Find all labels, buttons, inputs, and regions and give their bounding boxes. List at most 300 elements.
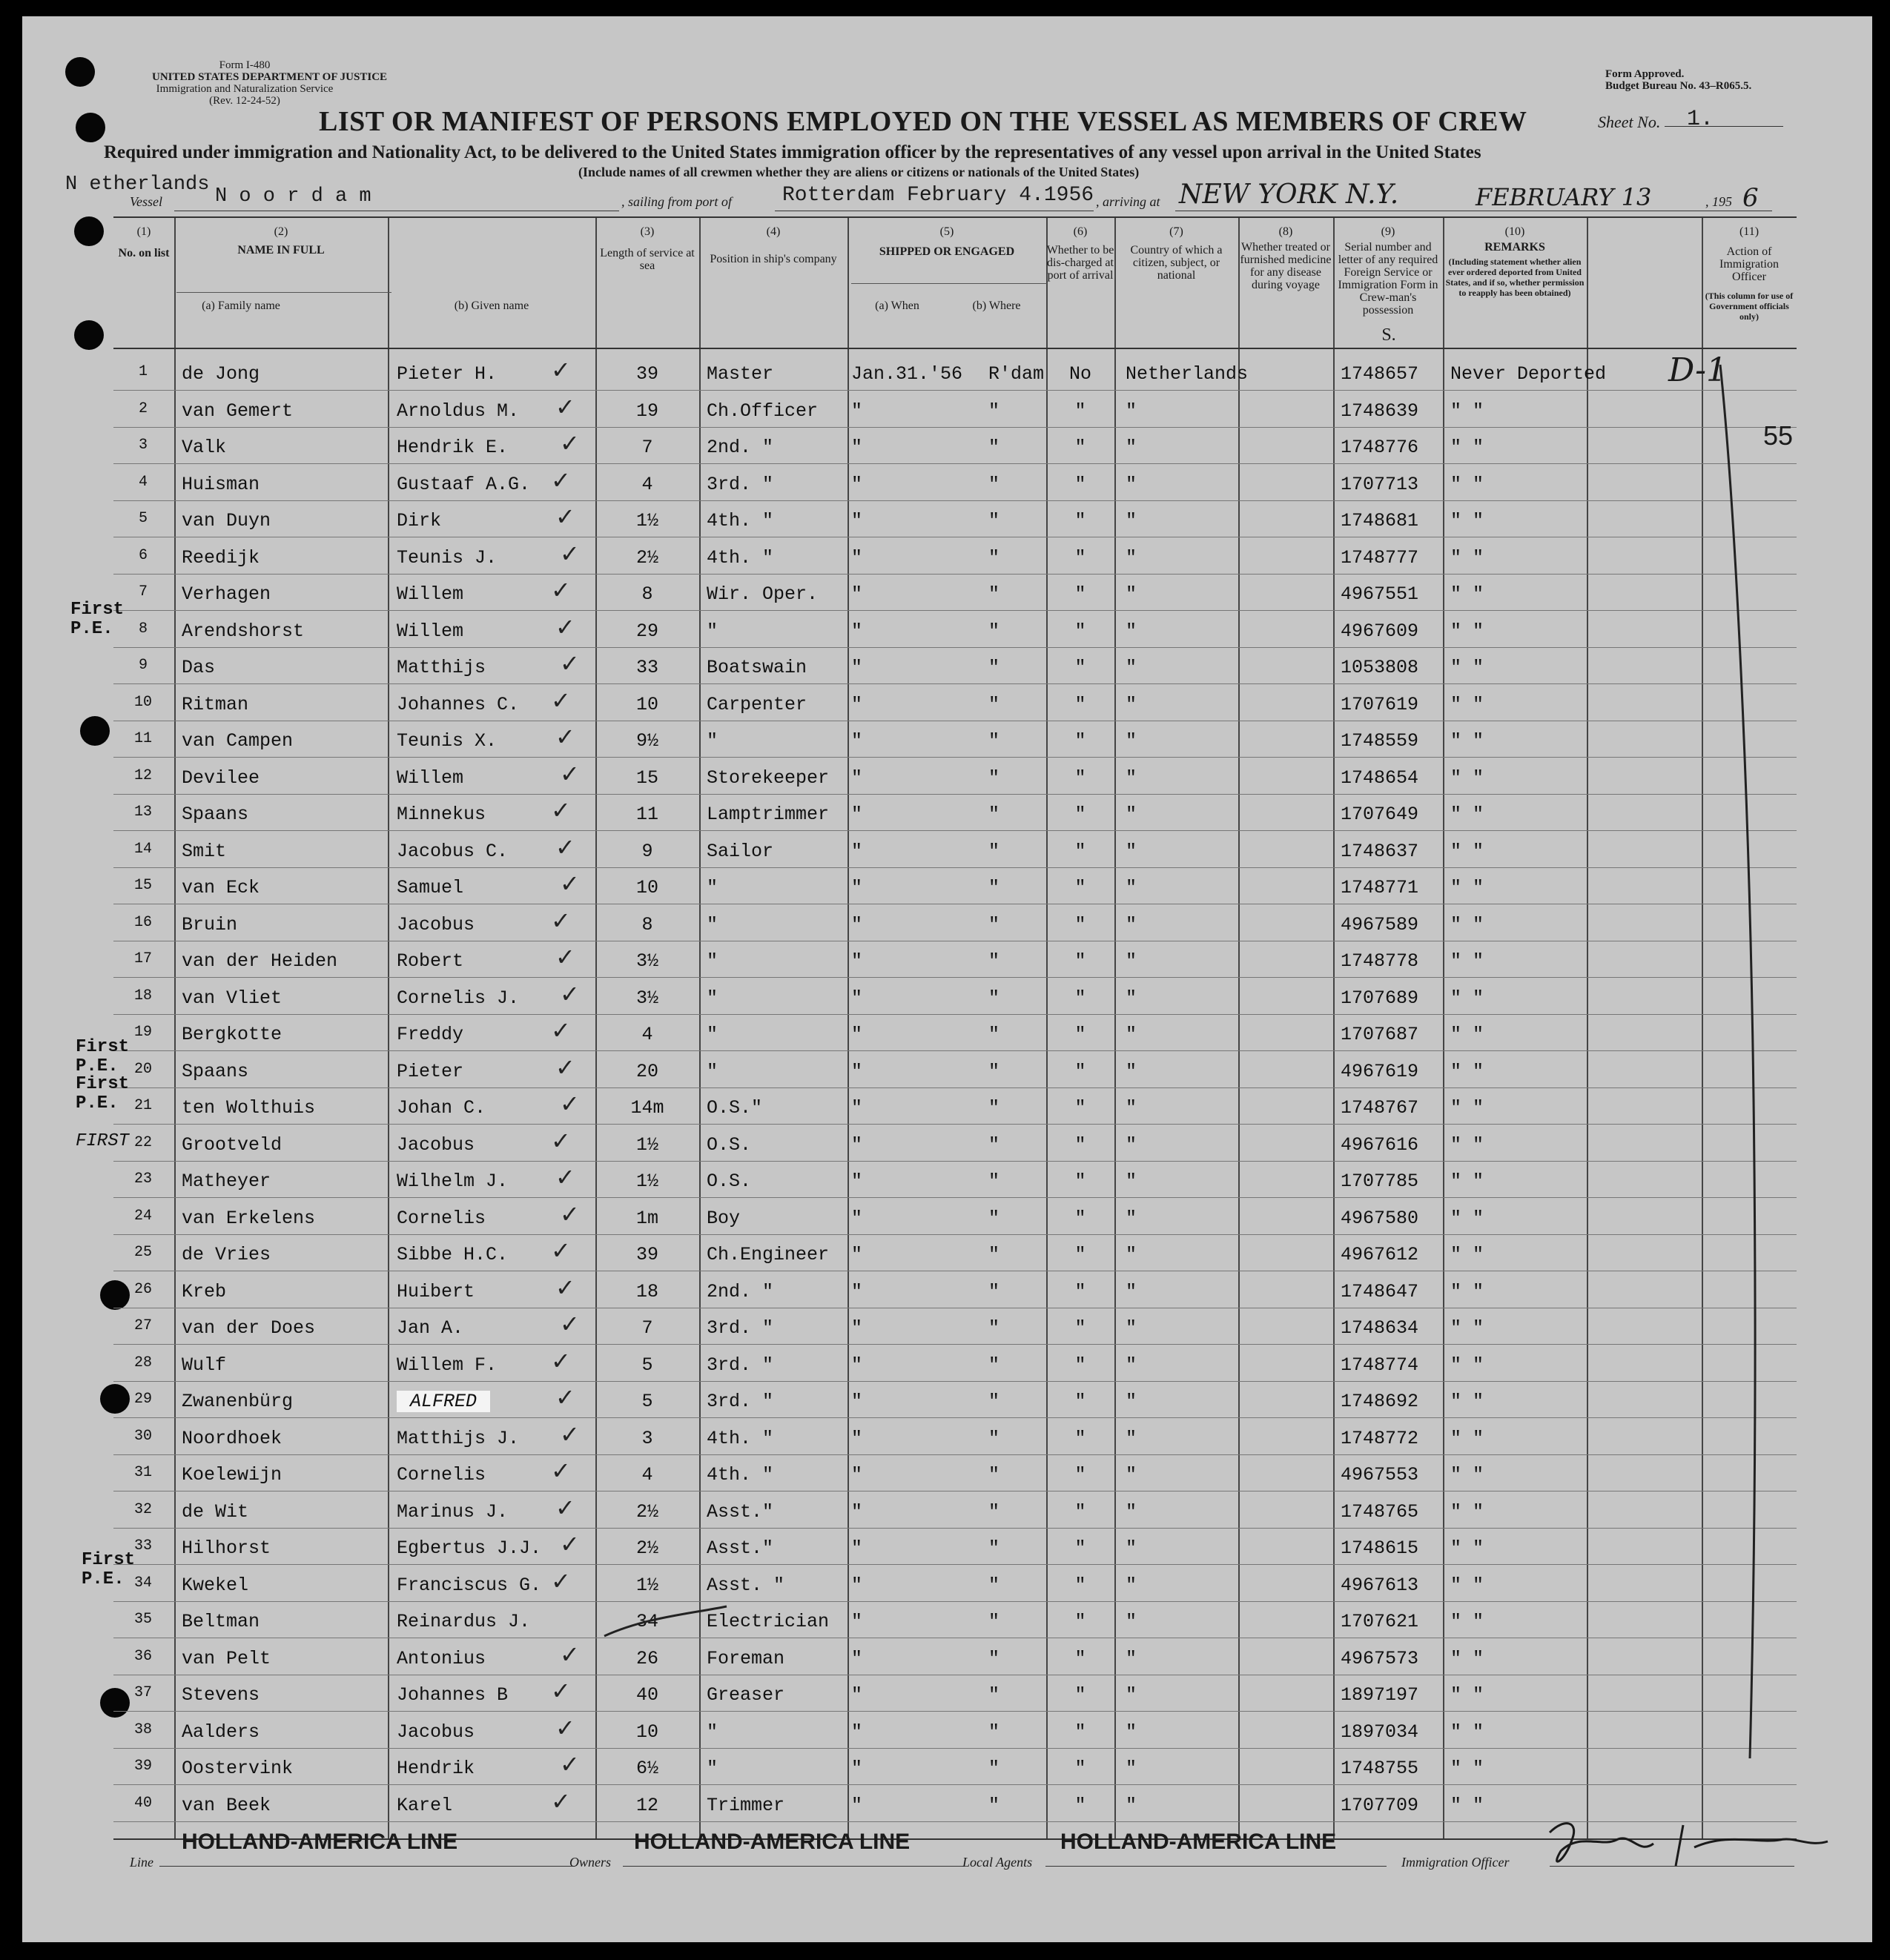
position: O.S.	[707, 1133, 752, 1156]
serial-number: 4967613	[1341, 1574, 1419, 1596]
shipped-when: "	[851, 620, 863, 642]
shipped-when: "	[851, 583, 863, 605]
officer-label: Immigration Officer	[1401, 1855, 1510, 1870]
family-name: Huisman	[182, 473, 260, 495]
position: 3rd. "	[707, 1317, 774, 1339]
discharged: "	[1074, 950, 1086, 972]
position: "	[707, 1060, 718, 1082]
shipped-when: Jan.31.'56	[851, 363, 963, 385]
family-name: de Jong	[182, 363, 260, 385]
family-name: Bruin	[182, 913, 238, 936]
remarks: " "	[1450, 510, 1484, 532]
service-length: 34	[635, 1611, 658, 1632]
service-length: 29	[635, 620, 658, 642]
remarks: " "	[1450, 877, 1484, 898]
position: 4th. "	[707, 510, 774, 532]
country: "	[1126, 510, 1137, 532]
service-length: 15	[635, 767, 658, 789]
check-mark-icon: ✓	[555, 392, 575, 421]
given-name: Willem	[397, 767, 464, 789]
given-name: Pieter	[397, 1060, 464, 1082]
strike-mark	[601, 1603, 734, 1647]
row-number: 33	[133, 1537, 152, 1555]
service-length: 2½	[635, 546, 658, 569]
discharged: "	[1074, 1171, 1086, 1192]
position: 3rd. "	[707, 1354, 774, 1376]
position: "	[707, 620, 718, 642]
family-name: ten Wolthuis	[182, 1097, 316, 1119]
service-length: 6½	[635, 1758, 658, 1779]
shipped-when: "	[851, 1391, 863, 1412]
serial-number: 1748765	[1341, 1500, 1419, 1523]
shipped-when: "	[851, 1171, 863, 1192]
position: Wir. Oper.	[707, 583, 819, 605]
discharged: "	[1074, 400, 1086, 422]
shipped-where: "	[988, 1794, 1000, 1816]
serial-number: 1707619	[1341, 693, 1419, 715]
given-name: Johannes C.	[397, 693, 520, 715]
row-number: 14	[133, 840, 152, 858]
position: 2nd. "	[707, 1280, 774, 1302]
discharged: "	[1074, 1024, 1086, 1045]
remarks: " "	[1450, 473, 1484, 495]
serial-number: 1748639	[1341, 400, 1419, 422]
service-length: 26	[635, 1647, 658, 1669]
position: 3rd. "	[707, 1391, 774, 1412]
remarks: " "	[1450, 1317, 1484, 1339]
discharged: "	[1074, 546, 1086, 569]
remarks: " "	[1450, 1647, 1484, 1669]
remarks: " "	[1450, 1391, 1484, 1412]
row-number: 17	[133, 950, 152, 967]
officer-signature	[1535, 1810, 1831, 1877]
shipped-when: "	[851, 1244, 863, 1265]
country: "	[1126, 1611, 1137, 1632]
discharged: "	[1074, 1464, 1086, 1486]
header-discharged: (6) Whether to be dis-charged at port of arrival	[1046, 225, 1114, 282]
check-mark-icon: ✓	[560, 1750, 580, 1778]
serial-number: 1748771	[1341, 877, 1419, 898]
serial-number: 1707713	[1341, 473, 1419, 495]
position: 4th. "	[707, 1464, 774, 1486]
remarks: " "	[1450, 1060, 1484, 1082]
check-mark-icon: ✓	[551, 1566, 571, 1595]
shipped-where: "	[988, 1574, 1000, 1596]
given-name: Samuel	[397, 877, 464, 898]
sailing-label: , sailing from port of	[621, 194, 732, 209]
shipped-where: "	[988, 620, 1000, 642]
country: "	[1126, 1171, 1137, 1192]
check-mark-icon: ✓	[555, 1163, 575, 1191]
shipped-where: "	[988, 510, 1000, 532]
serial-number: 1748681	[1341, 510, 1419, 532]
discharged: "	[1074, 913, 1086, 936]
shipped-where: "	[988, 877, 1000, 898]
shipped-where: R'dam	[988, 363, 1045, 385]
remarks: " "	[1450, 1500, 1484, 1523]
given-name: Robert	[397, 950, 464, 972]
shipped-where: "	[988, 1758, 1000, 1779]
shipped-where: "	[988, 1354, 1000, 1376]
family-name: Aalders	[182, 1721, 260, 1743]
remarks: " "	[1450, 1794, 1484, 1816]
discharged: "	[1074, 730, 1086, 752]
row-number: 34	[133, 1574, 152, 1592]
country: "	[1126, 767, 1137, 789]
header-remarks: (10) REMARKS (Including statement whether alien ever ordered deported from United States, and if so, whether permission to reapply has been obtained)	[1445, 225, 1585, 298]
given-name: Jan A.	[397, 1317, 464, 1339]
country: "	[1126, 950, 1137, 972]
discharged: "	[1074, 1060, 1086, 1082]
discharged: "	[1074, 1391, 1086, 1412]
given-name: Wilhelm J.	[397, 1171, 509, 1192]
shipped-where: "	[988, 1611, 1000, 1632]
service-length: 7	[641, 1317, 653, 1339]
service-length: 12	[635, 1794, 658, 1816]
row-number: 30	[133, 1427, 152, 1445]
remarks: " "	[1450, 730, 1484, 752]
remarks: " "	[1450, 1721, 1484, 1743]
header-action: (11) Action of Immigration Officer (This column for use of Government officials only)	[1705, 225, 1794, 322]
family-name: van Gemert	[182, 400, 294, 422]
remarks: " "	[1450, 1244, 1484, 1265]
check-mark-icon: ✓	[551, 1346, 571, 1375]
service-length: 9	[641, 840, 653, 862]
service-length: 20	[635, 1060, 658, 1082]
shipped-where: "	[988, 1464, 1000, 1486]
service-length: 18	[635, 1280, 658, 1302]
row-number: 36	[133, 1647, 152, 1665]
owners-label: Owners	[569, 1855, 612, 1870]
shipped-where: "	[988, 950, 1000, 972]
row-number: 9	[138, 657, 148, 674]
serial-number: 1707689	[1341, 987, 1419, 1009]
shipped-where: "	[988, 1024, 1000, 1045]
country: "	[1126, 1207, 1137, 1229]
shipped-when: "	[851, 510, 863, 532]
country: "	[1126, 1758, 1137, 1779]
row-number: 8	[138, 620, 148, 638]
arrival-date: FEBRUARY 13	[1476, 183, 1652, 211]
serial-number: 4967573	[1341, 1647, 1419, 1669]
check-mark-icon: ✓	[560, 870, 580, 898]
shipped-where: "	[988, 437, 1000, 458]
shipped-when: "	[851, 1721, 863, 1743]
header-where: (b) Where	[972, 299, 1021, 312]
given-name: Reinardus J.	[397, 1611, 531, 1632]
row-number: 1	[138, 363, 148, 380]
country: "	[1126, 1464, 1137, 1486]
country: "	[1126, 730, 1137, 752]
position: Ch.Officer	[707, 400, 819, 422]
punch-hole	[76, 113, 105, 142]
service-length: 19	[635, 400, 658, 422]
serial-number: 4967580	[1341, 1207, 1419, 1229]
given-name: Willem F.	[397, 1354, 498, 1376]
discharged: "	[1074, 1794, 1086, 1816]
row-number: 3	[138, 437, 148, 454]
country: "	[1126, 1280, 1137, 1302]
position: Ch.Engineer	[707, 1244, 830, 1265]
form-approved: Form Approved.	[1605, 68, 1685, 80]
check-mark-icon: ✓	[551, 686, 571, 715]
shipped-when: "	[851, 1684, 863, 1706]
remarks: " "	[1450, 1097, 1484, 1119]
position: Asst. "	[707, 1574, 785, 1596]
header-serial: (9) Serial number and letter of any required Foreign Service or Immigration Form in Crew-man's possession	[1338, 225, 1438, 317]
family-name: Hilhorst	[182, 1537, 271, 1559]
serial-number: 4967609	[1341, 620, 1419, 642]
discharged: "	[1074, 1207, 1086, 1229]
discharged: "	[1074, 1354, 1086, 1376]
shipped-when: "	[851, 1647, 863, 1669]
service-length: 1½	[635, 1133, 658, 1156]
check-mark-icon: ✓	[555, 503, 575, 531]
serial-number: 1748772	[1341, 1427, 1419, 1449]
line-label: Line	[130, 1855, 154, 1870]
discharged: "	[1074, 1500, 1086, 1523]
discharged: "	[1074, 437, 1086, 458]
punch-hole	[74, 216, 104, 246]
row-number: 40	[133, 1794, 152, 1812]
position: 4th. "	[707, 1427, 774, 1449]
form-number: Form I-480	[219, 59, 271, 71]
check-mark-icon: ✓	[560, 649, 580, 678]
discharged: "	[1074, 1317, 1086, 1339]
country: "	[1126, 583, 1137, 605]
family-name: Ritman	[182, 693, 249, 715]
given-name: Teunis X.	[397, 730, 498, 752]
shipped-when: "	[851, 1060, 863, 1082]
given-name: Willem	[397, 583, 464, 605]
service-length: 2½	[635, 1537, 658, 1559]
position: "	[707, 877, 718, 898]
discharged: "	[1074, 657, 1086, 678]
row-number: 7	[138, 583, 148, 600]
service-length: 4	[641, 1464, 653, 1486]
position: 2nd. "	[707, 437, 774, 458]
given-name: Jacobus	[397, 1721, 475, 1743]
shipped-where: "	[988, 693, 1000, 715]
check-mark-icon: ✓	[551, 576, 571, 604]
family-name: Koelewijn	[182, 1464, 282, 1486]
shipped-where: "	[988, 1280, 1000, 1302]
check-mark-icon: ✓	[555, 832, 575, 861]
service-length: 10	[635, 1721, 658, 1743]
department: UNITED STATES DEPARTMENT OF JUSTICE	[152, 71, 388, 83]
vessel-name: N o o r d a m	[215, 185, 371, 208]
row-number: 22	[133, 1133, 152, 1151]
country: "	[1126, 620, 1137, 642]
serial-number: 1707709	[1341, 1794, 1419, 1816]
country: "	[1126, 1244, 1137, 1265]
discharged: No	[1068, 363, 1091, 385]
shipped-where: "	[988, 583, 1000, 605]
service-length: 4	[641, 473, 653, 495]
shipped-when: "	[851, 546, 863, 569]
position: Asst."	[707, 1537, 774, 1559]
discharged: "	[1074, 877, 1086, 898]
service-length: 8	[641, 913, 653, 936]
family-name: Grootveld	[182, 1133, 282, 1156]
serial-number: 1707785	[1341, 1171, 1419, 1192]
shipped-when: "	[851, 1464, 863, 1486]
shipped-when: "	[851, 913, 863, 936]
service-length: 1½	[635, 1574, 658, 1596]
given-name: Teunis J.	[397, 546, 498, 569]
discharged: "	[1074, 1097, 1086, 1119]
check-mark-icon: ✓	[551, 1236, 571, 1265]
family-name: Spaans	[182, 1060, 249, 1082]
shipped-when: "	[851, 950, 863, 972]
position: Master	[707, 363, 774, 385]
service-length: 1½	[635, 1171, 658, 1192]
family-name: Kreb	[182, 1280, 227, 1302]
discharged: "	[1074, 620, 1086, 642]
check-mark-icon: ✓	[555, 1713, 575, 1742]
discharged: "	[1074, 1244, 1086, 1265]
position: Storekeeper	[707, 767, 830, 789]
country: "	[1126, 840, 1137, 862]
row-number: 6	[138, 546, 148, 564]
row-number: 39	[133, 1758, 152, 1775]
remarks: " "	[1450, 1758, 1484, 1779]
header-service: (3) Length of service at sea	[600, 225, 695, 272]
remarks: Never Deported	[1450, 363, 1607, 385]
side-note-21: First P.E.	[76, 1074, 130, 1113]
shipped-when: "	[851, 877, 863, 898]
given-name: Cornelis	[397, 1207, 486, 1229]
country: "	[1126, 437, 1137, 458]
given-name: Egbertus J.J.	[397, 1537, 542, 1559]
service-length: 40	[635, 1684, 658, 1706]
check-mark-icon: ✓	[551, 356, 571, 384]
given-name: Franciscus G.	[397, 1574, 542, 1596]
check-mark-icon: ✓	[555, 1053, 575, 1082]
serial-number: 1748637	[1341, 840, 1419, 862]
family-name: Arendshorst	[182, 620, 305, 642]
position: Boy	[707, 1207, 741, 1229]
punch-hole	[74, 320, 104, 350]
service-length: 8	[641, 583, 653, 605]
remarks: " "	[1450, 583, 1484, 605]
header-position: (4) Position in ship's company	[710, 225, 837, 265]
serial-number: 1053808	[1341, 657, 1419, 678]
family-name: Verhagen	[182, 583, 271, 605]
remarks: " "	[1450, 767, 1484, 789]
serial-number: 1748755	[1341, 1758, 1419, 1779]
shipped-when: "	[851, 473, 863, 495]
serial-number: 4967616	[1341, 1133, 1419, 1156]
shipped-when: "	[851, 1500, 863, 1523]
check-mark-icon: ✓	[560, 979, 580, 1008]
header-serial-extra: S.	[1381, 325, 1396, 345]
country: "	[1126, 1647, 1137, 1669]
page-count: 55	[1763, 420, 1794, 451]
family-name: van der Does	[182, 1317, 316, 1339]
shipped-where: "	[988, 1207, 1000, 1229]
shipped-when: "	[851, 840, 863, 862]
country: "	[1126, 1097, 1137, 1119]
page-title: LIST OR MANIFEST OF PERSONS EMPLOYED ON THE VESSEL AS MEMBERS OF CREW	[319, 106, 1527, 137]
position: "	[707, 730, 718, 752]
service-length: 3	[641, 1427, 653, 1449]
shipped-where: "	[988, 657, 1000, 678]
row-number: 11	[133, 730, 152, 747]
row-number: 25	[133, 1244, 152, 1261]
row-number: 27	[133, 1317, 152, 1334]
row-number: 10	[133, 693, 152, 711]
sailing-port-date: Rotterdam February 4.1956	[782, 184, 1094, 207]
side-note-20: First P.E.	[76, 1037, 130, 1076]
family-name: van Vliet	[182, 987, 282, 1009]
given-name: Matthijs J.	[397, 1427, 520, 1449]
service-length: 10	[635, 693, 658, 715]
remarks: " "	[1450, 1537, 1484, 1559]
given-name: ALFRED	[397, 1391, 490, 1412]
given-name: Minnekus	[397, 804, 486, 825]
given-name: Willem	[397, 620, 464, 642]
given-name: Jacobus	[397, 913, 475, 936]
subnote: (Include names of all crewmen whether they are aliens or citizens or nationals of the United States)	[578, 165, 1140, 179]
given-name: Dirk	[397, 510, 442, 532]
country: "	[1126, 1721, 1137, 1743]
action-bracket	[1691, 357, 1772, 1766]
service-length: 39	[635, 1244, 658, 1265]
header-medicine: (8) Whether treated or furnished medicine for any disease during voyage	[1240, 225, 1332, 291]
remarks: " "	[1450, 1171, 1484, 1192]
service-length: 1m	[635, 1207, 658, 1229]
country: "	[1126, 1427, 1137, 1449]
position: "	[707, 987, 718, 1009]
shipped-when: "	[851, 657, 863, 678]
remarks: " "	[1450, 693, 1484, 715]
shipped-where: "	[988, 1537, 1000, 1559]
check-mark-icon: ✓	[555, 723, 575, 751]
check-mark-icon: ✓	[560, 1090, 580, 1118]
check-mark-icon: ✓	[560, 429, 580, 457]
discharged: "	[1074, 1647, 1086, 1669]
year-prefix: , 195	[1705, 194, 1732, 209]
action-mark: D-1	[1668, 351, 1727, 389]
service-length: 39	[635, 363, 658, 385]
side-note-34: First P.E.	[82, 1550, 136, 1589]
position: Carpenter	[707, 693, 807, 715]
shipped-where: "	[988, 1097, 1000, 1119]
arriving-label: , arriving at	[1096, 194, 1160, 209]
approval-block	[1605, 68, 1751, 92]
discharged: "	[1074, 767, 1086, 789]
country: "	[1126, 1574, 1137, 1596]
shipped-where: "	[988, 913, 1000, 936]
discharged: "	[1074, 583, 1086, 605]
agents-label: Local Agents	[962, 1855, 1033, 1870]
family-name: de Vries	[182, 1244, 271, 1265]
shipped-when: "	[851, 804, 863, 825]
row-number: 37	[133, 1684, 152, 1701]
country: "	[1126, 1354, 1137, 1376]
given-name: Freddy	[397, 1024, 464, 1045]
serial-number: 1707621	[1341, 1611, 1419, 1632]
position: O.S.	[707, 1171, 752, 1192]
service-length: 7	[641, 437, 653, 458]
country: "	[1126, 877, 1137, 898]
discharged: "	[1074, 1427, 1086, 1449]
check-mark-icon: ✓	[551, 1787, 571, 1815]
shipped-when: "	[851, 1427, 863, 1449]
country: "	[1126, 1794, 1137, 1816]
given-name: Karel	[397, 1794, 453, 1816]
